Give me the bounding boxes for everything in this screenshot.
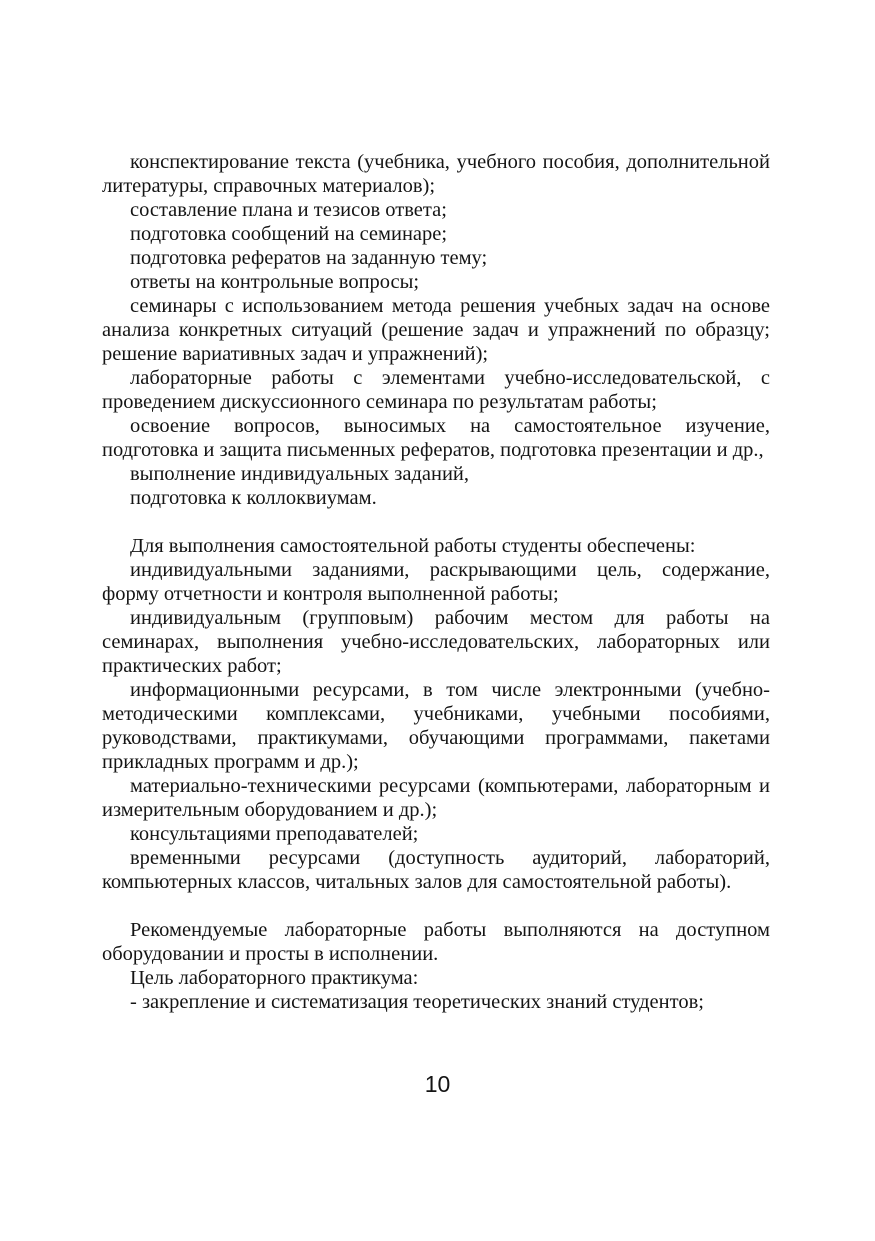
paragraph: индивидуальными заданиями, раскрывающими цель, содержание, форму отчетности и контроля выполненной работы; bbox=[102, 559, 770, 605]
paragraph: - закрепление и систематизация теоретических знаний студентов; bbox=[130, 991, 704, 1013]
paragraph: информационными ресурсами, в том числе электронными (учебно-методическими комплексами, учебниками, учебными пособиями, руководствами, практикумами, обучающими программами, пакетами прикладных программ и др.); bbox=[102, 679, 770, 773]
paragraph: Для выполнения самостоятельной работы студенты обеспечены: bbox=[130, 535, 696, 557]
paragraph: выполнение индивидуальных заданий, bbox=[130, 463, 470, 485]
paragraph: материально-техническими ресурсами (компьютерами, лабораторным и измерительным оборудованием и др.); bbox=[102, 775, 770, 821]
paragraph: освоение вопросов, выносимых на самостоятельное изучение, подготовка и защита письменных рефератов, подготовка презентации и др., bbox=[102, 415, 770, 461]
paragraph: подготовка сообщений на семинаре; bbox=[130, 223, 448, 245]
paragraph: лабораторные работы с элементами учебно-исследовательской, с проведением дискуссионного семинара по результатам работы; bbox=[102, 367, 770, 413]
paragraph: семинары с использованием метода решения учебных задач на основе анализа конкретных ситуаций (решение задач и упражнений по образцу; решение вариативных задач и упражнений); bbox=[102, 295, 770, 365]
paragraph: подготовка рефератов на заданную тему; bbox=[130, 247, 488, 269]
paragraph: конспектирование текста (учебника, учебного пособия, дополнительной литературы, справочных материалов); bbox=[102, 151, 770, 197]
paragraph: Цель лабораторного практикума: bbox=[130, 967, 419, 989]
paragraph-group-student-resources bbox=[102, 534, 770, 894]
body-text bbox=[102, 150, 770, 1014]
paragraph: Рекомендуемые лабораторные работы выполняются на доступном оборудовании и просты в исполнении. bbox=[102, 919, 770, 965]
paragraph: составление плана и тезисов ответа; bbox=[130, 199, 447, 221]
page-number: 10 bbox=[424, 1071, 451, 1097]
paragraph: индивидуальным (групповым) рабочим местом для работы на семинарах, выполнения учебно-исследовательских, лабораторных или практических работ; bbox=[102, 607, 770, 677]
paragraph-group-lab-practicum bbox=[102, 918, 770, 1014]
paragraph: подготовка к коллоквиумам. bbox=[130, 487, 377, 509]
paragraph-group-study-activities bbox=[102, 150, 770, 510]
paragraph: консультациями преподавателей; bbox=[130, 823, 419, 845]
paragraph: временными ресурсами (доступность аудиторий, лабораторий, компьютерных классов, читальных залов для самостоятельной работы). bbox=[102, 847, 770, 893]
paragraph: ответы на контрольные вопросы; bbox=[130, 271, 420, 293]
